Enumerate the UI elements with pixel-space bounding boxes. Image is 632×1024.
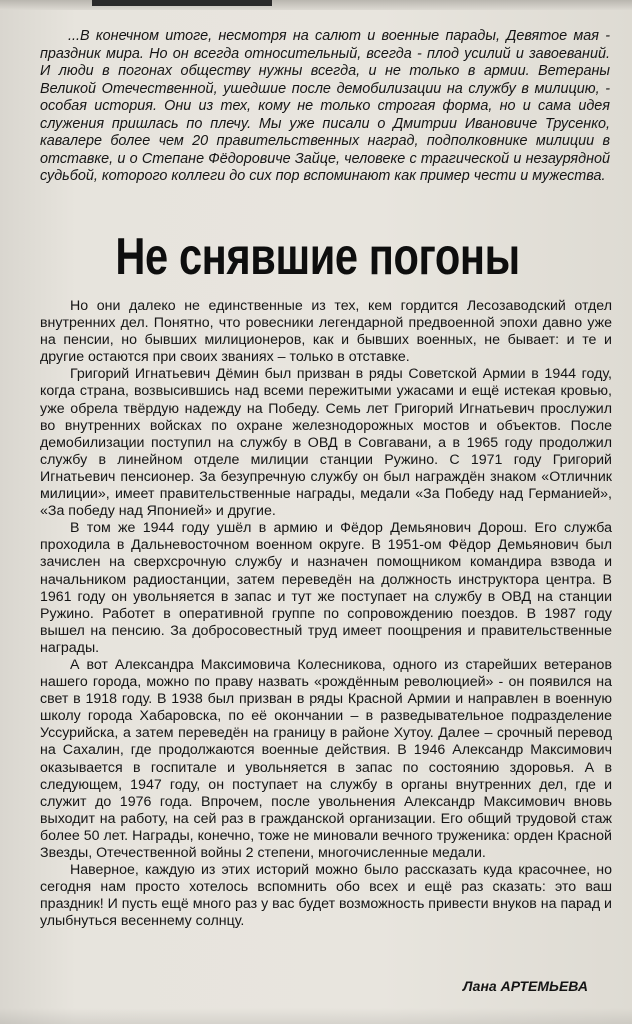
article-paragraph: Григорий Игнатьевич Дёмин был призван в ряды Советской Армии в 1944 году, когда страна, возвысившись над всеми пережитыми ужасами и ещё истекая кровью, уже обрела твёрдую надежду на Победу. Семь лет Григорий Игнатьевич прослужил во внутренних войсках по охране железнодорожных мостов и объектов. После демобилизации поступил на службу в ОВД в Совгавани, а в 1965 году продолжил службу в линейном отделе милиции станции Ружино. С 1971 году Григорий Игнатьевич пенсионер. За безупречную службу он был награждён знаком «Отличник милиции», имеет правительственные награды, медали «За Победу над Германией», «За победу над Японией» и другие. bbox=[40, 366, 612, 520]
bottom-edge bbox=[0, 1008, 632, 1024]
top-rule bbox=[92, 0, 272, 6]
article-headline: Не снявшие погоны bbox=[115, 228, 520, 286]
article-paragraph: Наверное, каждую из этих историй можно было рассказать куда красочнее, но сегодня нам просто хотелось вспомнить обо всех и ещё раз сказать: это ваш праздник! И пусть ещё много раз у вас будет возможность привести внуков на парад и улыбнуться весеннему солнцу. bbox=[40, 862, 612, 930]
article-paragraph: В том же 1944 году ушёл в армию и Фёдор Демьянович Дорош. Его служба проходила в Дальневосточном военном округе. В 1951-ом Фёдор Демьянович был зачислен на сверхсрочную службу и назначен помощником командира взвода и начальником радиостанции, затем переведён на должность инструктора центра. В 1961 году он увольняется в запас и тут же поступает на службу в ОВД на станции Ружино. Работет в оперативной группе по сопровождению поездов. В 1987 году вышел на пенсию. За добросовестный труд имеет поощрения и правительственные награды. bbox=[40, 520, 612, 656]
article-paragraph: А вот Александра Максимовича Колесникова, одного из старейших ветеранов нашего города, можно по праву назвать «рождённым революцией» - он появился на свет в 1918 году. В 1938 был призван в ряды Красной Армии и направлен в военную школу города Хабаровска, по её окончании – в разведывательное подразделение Уссурийска, а затем переведён на границу в районе Хутоу. Далее – срочный перевод на Сахалин, где продолжаются военные действия. В 1946 Александр Максимович оказывается в госпитале и увольняется в запас по состоянию здоровья. А в следующем, 1947 году, он поступает на службу в органы внутренних дел, где и служит до 1976 года. Впрочем, после увольнения Александр Максимович вновь выходит на работу, на сей раз в гражданской организации. Его общий трудовой стаж более 50 лет. Награды, конечно, тоже не миновали вечного труженика: орден Красной Звезды, Отечественной войны 2 степени, многочисленные медали. bbox=[40, 656, 612, 861]
article-body bbox=[40, 298, 612, 930]
author-signature: Лана АРТЕМЬЕВА bbox=[462, 978, 588, 994]
article-intro: ...В конечном итоге, несмотря на салют и военные парады, Девятое мая - праздник мира. Но он всегда относительный, всегда - плод усилий и завоеваний. И люди в погонах обществу нужны всегда, и не только в армии. Ветераны Великой Отечественной, ушедшие после демобилизации на службу в милицию, - особая история. Они из тех, кому не только строгая форма, но и сама идея служения пришлась по плечу. Мы уже писали о Дмитрии Ивановиче Трусенко, кавалере более чем 20 правительственных наград, подполковнике милиции в отставке, и о Степане Фёдоровиче Зайце, человеке с трагической и незаурядной судьбой, которого коллеги до сих пор вспоминают как пример чести и мужества. bbox=[40, 28, 610, 184]
article-paragraph: Но они далеко не единственные из тех, кем гордится Лесозаводский отдел внутренних дел. Понятно, что ровесники легендарной предвоенной эпохи давно уже на пенсии, но бывших милиционеров, как и бывших военных, не бывает: и те и другие остаются при своих званиях – только в отставке. bbox=[40, 298, 612, 366]
